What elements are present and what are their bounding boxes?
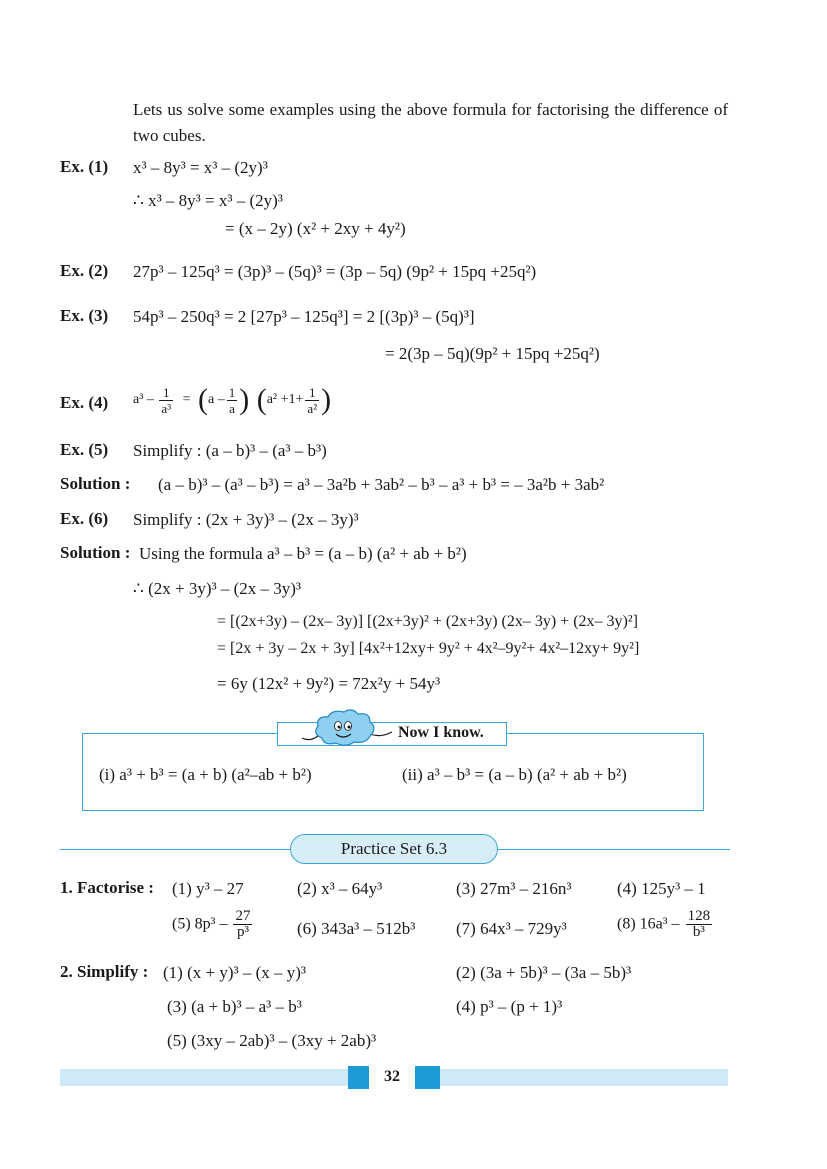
ex1-label: Ex. (1) xyxy=(60,157,109,176)
q1-item-7: (7) 64x³ – 729y³ xyxy=(456,919,567,938)
q1-item-3: (3) 27m³ – 216n³ xyxy=(456,879,572,898)
q2-item-3: (3) (a + b)³ – a³ – b³ xyxy=(167,997,302,1016)
q1-item-8 xyxy=(617,909,714,940)
ex1-line1: x³ – 8y³ = x³ – (2y)³ xyxy=(133,158,268,177)
ex4-a-minus: a – xyxy=(208,392,225,407)
ex4-frac3-num: 1 xyxy=(305,385,319,401)
intro-paragraph: Lets us solve some examples using the above formula for factorising the difference of two cubes. xyxy=(133,100,728,145)
q1-item-5-pre: (5) 8p³ – xyxy=(172,915,228,933)
q2-item-2: (2) (3a + 5b)³ – (3a – 5b)³ xyxy=(456,963,632,982)
q1-item-5-den: p³ xyxy=(236,924,249,940)
ex4-paren-open-1: ( xyxy=(198,383,208,416)
ex2-label: Ex. (2) xyxy=(60,261,109,280)
ex6-solution-label: Solution : xyxy=(60,543,131,562)
ex4-frac3 xyxy=(305,385,319,416)
q1-item-2: (2) x³ – 64y³ xyxy=(297,879,383,898)
q2-item-5: (5) (3xy – 2ab)³ – (3xy + 2ab)³ xyxy=(167,1031,377,1050)
ex4-a3: a³ – xyxy=(133,392,154,407)
q2-item-1: (1) (x + y)³ – (x – y)³ xyxy=(163,963,306,982)
ex3-label: Ex. (3) xyxy=(60,306,109,325)
ex4-frac2-den: a xyxy=(229,400,235,416)
q1-item-8-pre: (8) 16a³ – xyxy=(617,915,680,933)
now-i-know-item-2: (ii) a³ – b³ = (a – b) (a² + ab + b²) xyxy=(402,765,627,784)
ex4-frac1 xyxy=(159,385,173,416)
ex4-expression xyxy=(133,383,331,417)
q1-item-8-frac xyxy=(686,909,713,940)
ex2-line1: 27p³ – 125q³ = (3p)³ – (5q)³ = (3p – 5q) (9p² + 15pq +25q²) xyxy=(133,262,537,281)
ex3-line2: = 2(3p – 5q)(9p² + 15pq +25q²) xyxy=(385,344,600,363)
q1-item-4: (4) 125y³ – 1 xyxy=(617,879,706,898)
ex6-label: Ex. (6) xyxy=(60,509,109,528)
ex6-line2: = [(2x+3y) – (2x– 3y)] [(2x+3y)² + (2x+3y) (2x– 3y) + (2x– 3y)²] xyxy=(217,613,638,630)
ex4-label: Ex. (4) xyxy=(60,393,109,412)
ex3-line1: 54p³ – 250q³ = 2 [27p³ – 125q³] = 2 [(3p)³ – (5q)³] xyxy=(133,307,475,326)
q1-item-8-num: 128 xyxy=(687,908,711,924)
ex5-solution-text: (a – b)³ – (a³ – b³) = a³ – 3a²b + 3ab² – b³ – a³ + b³ = – 3a²b + 3ab² xyxy=(158,475,605,494)
ex5-solution-label: Solution : xyxy=(60,474,131,493)
q2-item-4: (4) p³ – (p + 1)³ xyxy=(456,997,563,1016)
ex6-text: Simplify : (2x + 3y)³ – (2x – 3y)³ xyxy=(133,510,359,529)
q1-item-5-num: 27 xyxy=(235,908,251,924)
ex6-line3: = [2x + 3y – 2x + 3y] [4x²+12xy+ 9y² + 4x²–9y²+ 4x²–12xy+ 9y²] xyxy=(217,640,640,657)
now-i-know-item-1: (i) a³ + b³ = (a + b) (a²–ab + b²) xyxy=(99,765,312,784)
q1-label: 1. Factorise : xyxy=(60,878,154,897)
ex4-a2-plus: a² +1+ xyxy=(266,392,304,407)
q1-item-8-den: b³ xyxy=(692,924,705,940)
ex4-frac3-den: a² xyxy=(307,400,318,416)
ex1-line3: = (x – 2y) (x² + 2xy + 4y²) xyxy=(225,219,406,238)
q1-item-1: (1) y³ – 27 xyxy=(172,879,244,898)
cloud-mascot-icon xyxy=(300,708,396,752)
ex4-frac2 xyxy=(227,385,238,416)
ex4-paren-open-2: ( xyxy=(256,383,267,416)
ex4-frac2-num: 1 xyxy=(228,384,236,400)
q1-item-6: (6) 343a³ – 512b³ xyxy=(297,919,416,938)
ex5-label: Ex. (5) xyxy=(60,440,109,459)
ex4-eq: = xyxy=(182,392,191,407)
ex1-line2: ∴ x³ – 8y³ = x³ – (2y)³ xyxy=(133,191,283,210)
ex6-line4: = 6y (12x² + 9y²) = 72x²y + 54y³ xyxy=(217,674,441,693)
q2-label: 2. Simplify : xyxy=(60,962,149,981)
ex4-frac1-num: 1 xyxy=(159,385,173,401)
ex6-line1: ∴ (2x + 3y)³ – (2x – 3y)³ xyxy=(133,579,301,598)
ex6-solution-text: Using the formula a³ – b³ = (a – b) (a² + ab + b²) xyxy=(139,544,467,563)
now-i-know-title: Now I know. xyxy=(398,724,484,741)
ex4-paren-close-1: ) xyxy=(239,383,250,416)
q1-item-5 xyxy=(172,909,254,940)
practice-set-title: Practice Set 6.3 xyxy=(290,834,498,864)
page-number: 32 xyxy=(369,1061,415,1093)
ex4-frac1-den: a³ xyxy=(161,400,172,416)
ex5-text: Simplify : (a – b)³ – (a³ – b³) xyxy=(133,441,327,460)
q1-item-5-frac xyxy=(233,909,252,940)
ex4-paren-close-2: ) xyxy=(321,383,332,416)
